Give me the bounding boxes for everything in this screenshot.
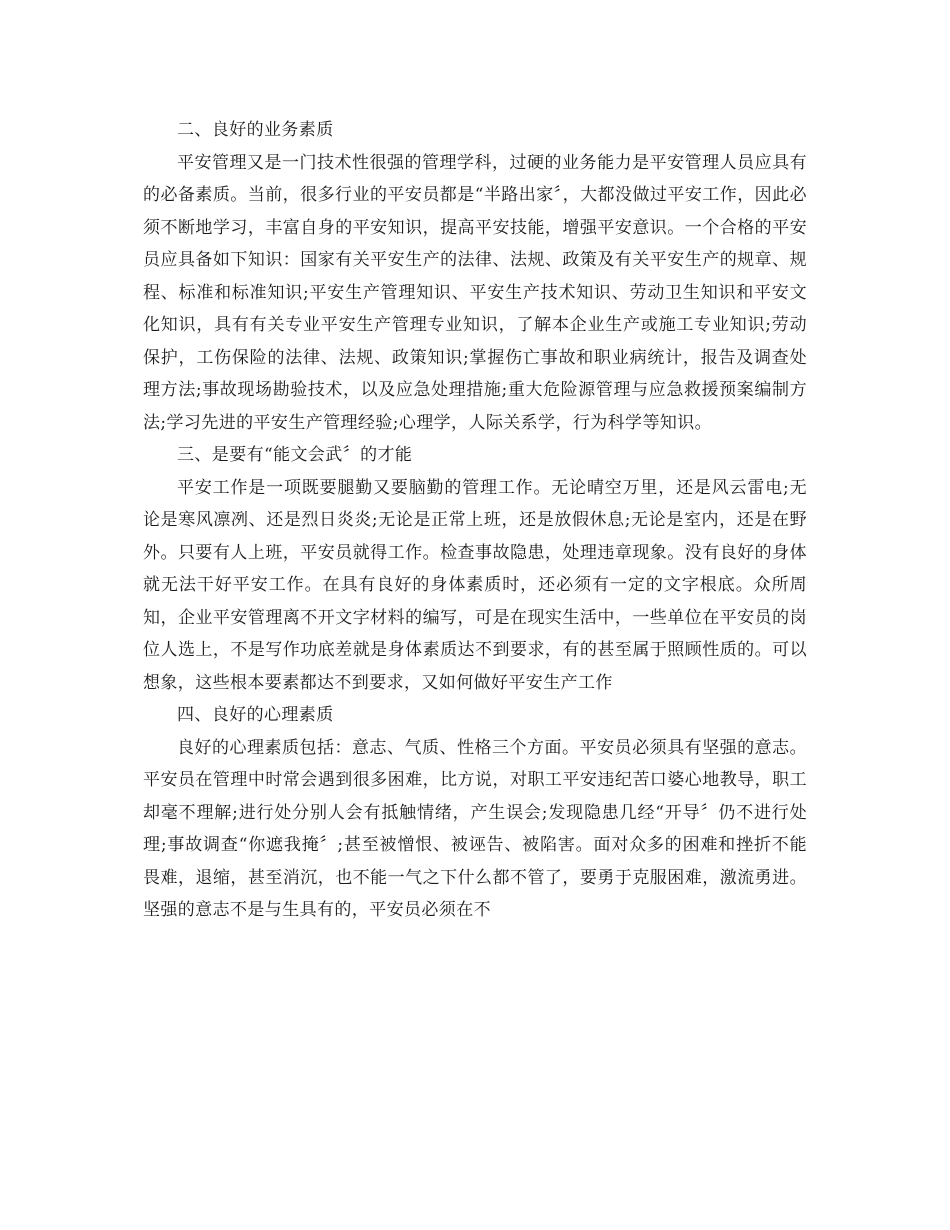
- document-body: [143, 114, 807, 927]
- paragraph-psychological-quality: 良好的心理素质包括：意志、气质、性格三个方面。平安员必须具有坚强的意志。平安员在管理中时常会遇到很多困难，比方说，对职工平安违纪苦口婆心地教导，职工却毫不理解;进行处分别人会有抵触情绪，产生误会;发现隐患几经“开导〞仍不进行处理;事故调查“你遮我掩〞;甚至被憎恨、被诬告、被陷害。面对众多的困难和挫折不能畏难，退缩，甚至消沉，也不能一气之下什么都不管了，要勇于克服困难，激流勇进。坚强的意志不是与生具有的，平安员必须在不: [143, 737, 807, 920]
- paragraph-writing-and-action: 平安工作是一项既要腿勤又要脑勤的管理工作。无论晴空万里，还是风云雷电;无论是寒风凛冽、还是烈日炎炎;无论是正常上班，还是放假休息;无论是室内，还是在野外。只要有人上班，平安员就得工作。检查事故隐患，处理违章现象。没有良好的身体就无法干好平安工作。在具有良好的身体素质时，还必须有一定的文字根底。众所周知，企业平安管理离不开文字材料的编写，可是在现实生活中，一些单位在平安员的岗位人选上，不是写作功底差就是身体素质达不到要求，有的甚至属于照顾性质的。可以想象，这些根本要素都达不到要求，又如何做好平安生产工作: [143, 477, 807, 693]
- section-heading-business-quality: 二、良好的业务素质: [177, 120, 334, 140]
- paragraph-business-quality: 平安管理又是一门技术性很强的管理学科，过硬的业务能力是平安管理人员应具有的必备素质。当前，很多行业的平安员都是“半路出家〞，大都没做过平安工作，因此必须不断地学习，丰富自身的平安知识，提高平安技能，增强平安意识。一个合格的平安员应具备如下知识：国家有关平安生产的法律、法规、政策及有关平安生产的规章、规程、标准和标准知识;平安生产管理知识、平安生产技术知识、劳动卫生知识和平安文化知识，具有有关专业平安生产管理专业知识，了解本企业生产或施工专业知识;劳动保护，工伤保险的法律、法规、政策知识;掌握伤亡事故和职业病统计，报告及调查处理方法;事故现场勘验技术，以及应急处理措施;重大危险源管理与应急救援预案编制方法;学习先进的平安生产管理经验;心理学，人际关系学，行为科学等知识。: [143, 152, 807, 433]
- section-heading-psychological-quality: 四、良好的心理素质: [177, 705, 334, 725]
- section-heading-writing-and-action: 三、是要有“能文会武〞的才能: [177, 445, 413, 465]
